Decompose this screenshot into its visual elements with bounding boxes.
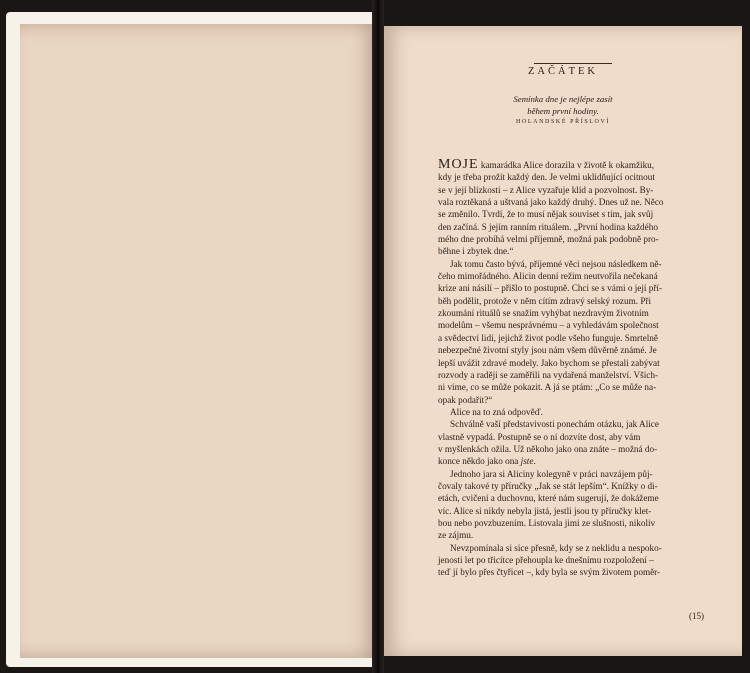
text-line: Jak tomu často bývá, příjemné věci nejsou následkem ně- bbox=[450, 258, 662, 269]
text-line: Schválně vaší představivosti ponechám otázku, jak Alice bbox=[450, 419, 659, 430]
text-line: Nevzpomínala si sice přesně, kdy se z neklidu a nespoko- bbox=[450, 542, 662, 553]
text-line: den začíná. S jejím ranním rituálem. „První hodina každého bbox=[438, 221, 658, 232]
text-line: kdy je třeba prožít každý den. Je velmi uklidňující ocitnout bbox=[438, 172, 655, 183]
text-line: čeho mimořádného. Alicin denní režim neutvořila nečekaná bbox=[438, 271, 658, 282]
text-line: se změnilo. Tvrdí, že to musí nějak souviset s tím, jak svůj bbox=[438, 209, 654, 220]
motto bbox=[384, 93, 742, 117]
right-page bbox=[384, 26, 742, 656]
book-spine-gutter bbox=[372, 0, 384, 673]
chapter-title: ZAČÁTEK bbox=[528, 66, 598, 77]
text-line: běh podělit, protože v něm cítím zdravý selský rozum. Při bbox=[438, 295, 652, 306]
text-line: se v její blízkosti – z Alice vyzařuje klid a pozvolnost. By- bbox=[438, 184, 654, 195]
text-line: ze zájmu. bbox=[438, 530, 474, 541]
text-line: vala roztěkaná a uštvaná jako každý druhý. Dnes už ne. Něco bbox=[438, 197, 664, 208]
text-line: konce někdo jako ona jste. bbox=[438, 456, 536, 467]
text-line: krize ani násilí – přišlo to postupně. Chci se s vámi o její pří- bbox=[438, 283, 663, 294]
text-line: běhne i zbytek dne.“ bbox=[438, 246, 514, 257]
text-line: teď jí bylo přes čtyřicet –, kdy byla se svým životem poměr- bbox=[438, 567, 661, 578]
text-line: bou nebo povzbuzením. Listovala jimi ze slušnosti, nikoliv bbox=[438, 517, 656, 528]
text-line: víc. Alice si nikdy nebyla jistá, jestli jsou ty příručky klet- bbox=[438, 505, 652, 516]
text-line: MOJE kamarádka Alice dorazila v životě k okamžiku, bbox=[438, 157, 655, 172]
text-line: a svědectví lidí, jejichž život podle všeho funguje. Smrtelně bbox=[438, 332, 658, 343]
left-page-blank bbox=[20, 24, 378, 658]
text-line: v myšlenkách ožila. Už někoho jako ona znáte – možná do- bbox=[438, 443, 658, 454]
motto-line: Semínka dne je nejlépe zasít bbox=[513, 94, 613, 104]
motto-source: HOLANDSKÉ PŘÍSLOVÍ bbox=[516, 119, 610, 125]
text-line: nebezpečné životní styly jsou nám všem důvěrně známé. Je bbox=[438, 345, 657, 356]
text-line: lepší uvážit zdravé modely. Jako bychom se přestali zabývat bbox=[438, 357, 660, 368]
text-line: Jednoho jara si Aliciny kolegyně v práci navzájem půj- bbox=[450, 468, 653, 479]
text-line: modelům – všemu nesprávnému – a vyhledávám společnost bbox=[438, 320, 659, 331]
body-text bbox=[438, 159, 708, 579]
text-line: zkoumání rituálů se snažím vyhýbat nezdravým životním bbox=[438, 308, 649, 319]
text-line: čovaly takové ty příručky „Jak se stát lepším“. Knížky o di- bbox=[438, 480, 658, 491]
text-line: jenosti let po třicítce přehoupla ke dnešnímu rozpoložení – bbox=[438, 555, 654, 565]
page-number: (15) bbox=[689, 611, 704, 621]
text-line: opak podařit?“ bbox=[438, 394, 493, 405]
text-line: rozvody a raději se zaměřili na vydařená manželství. Všich- bbox=[438, 369, 658, 380]
text-line: ni víme, co se může pokazit. A já se ptám: „Co se může na- bbox=[438, 382, 657, 393]
text-line: vlastně vypadá. Postupně se o ní dozvíte dost, aby vám bbox=[438, 431, 641, 442]
text-line: mého dne probíhá velmi příjemně, možná pak podobně pro- bbox=[438, 234, 659, 245]
first-word: MOJE bbox=[438, 157, 479, 172]
heading-rule bbox=[534, 63, 612, 64]
motto-line: během první hodiny. bbox=[527, 106, 599, 116]
text-line: etách, cvičení a duchovnu, které nám sugerují, že dokážeme bbox=[438, 493, 659, 504]
text-line: Alice na to zná odpověď. bbox=[450, 406, 543, 417]
italic-word: jste bbox=[520, 456, 534, 467]
